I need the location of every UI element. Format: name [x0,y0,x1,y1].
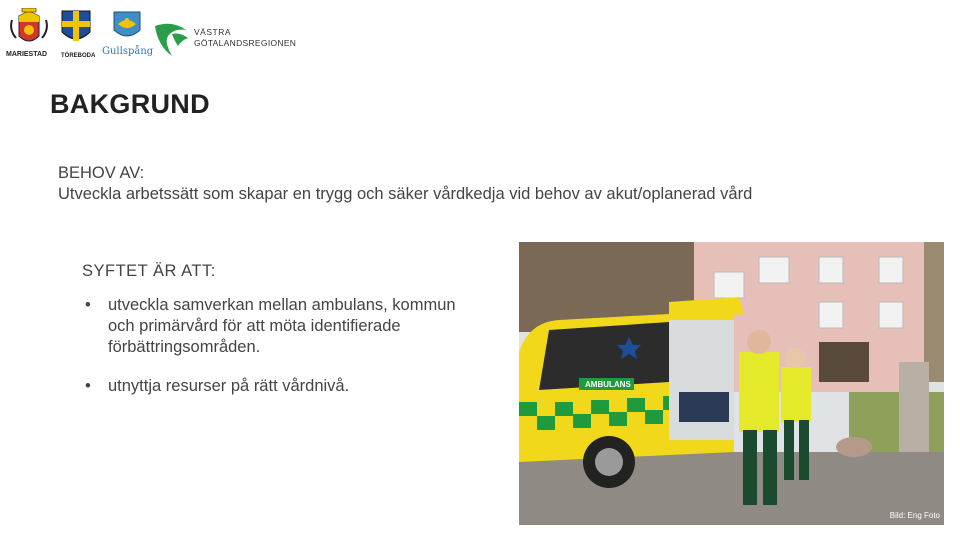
syftet-heading: SYFTET ÄR ATT: [82,262,216,280]
toreboda-crest-icon [58,8,94,48]
mariestad-logo [6,8,52,57]
syftet-bullet-list [82,295,482,397]
behov-label: BEHOV AV: [58,164,145,182]
list-item [82,295,482,358]
ambulance-scene-icon [519,242,944,525]
toreboda-label: TÖREBODA [61,53,96,59]
ambulance-photo [519,242,944,525]
mariestad-label: MARIESTAD [6,51,48,58]
bullet-text: utnyttja resurser på rätt vårdnivå. [108,377,350,395]
bullet-icon: • [85,296,91,314]
bullet-text: utveckla samverkan mellan ambulans, kommun och primärvård för att möta identifierade förbättringsområden. [108,296,456,356]
mariestad-crest-icon [6,8,52,52]
ambulance-label: AMBULANS [585,380,631,389]
toreboda-logo [58,8,96,59]
page-title: BAKGRUND [50,89,210,119]
gullspang-crest-icon [100,8,154,46]
vgr-mark-icon [152,22,192,58]
vgr-label-line1: VÄSTRA [194,27,232,37]
behov-section [58,163,752,205]
photo-credit: Bild: Eng Foto [889,511,940,520]
syftet-section [82,262,482,415]
gullspang-label: Gullspång [102,46,154,57]
bullet-icon: • [85,377,91,395]
behov-text: Utveckla arbetssätt som skapar en trygg och säker vårdkedja vid behov av akut/oplanerad vård [58,185,753,203]
list-item [82,376,482,397]
gullspang-logo [100,8,154,57]
vgr-label-line2: GÖTALANDSREGIONEN [194,38,297,48]
